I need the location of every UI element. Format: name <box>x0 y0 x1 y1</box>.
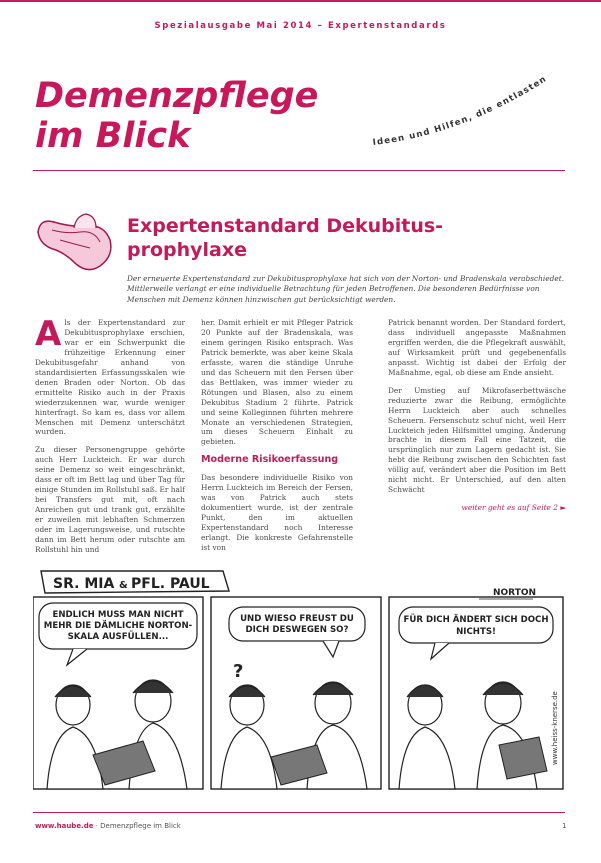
footer-text: · Demenzpflege im Blick <box>95 822 181 830</box>
masthead <box>35 76 318 156</box>
top-rule <box>0 0 601 2</box>
paragraph: Das besondere individuelle Risiko von Herrn Luckteich im Bereich der Fersen, was von Patrick auch stets dokumentiert wurde, ist der zentrale Punkt, den im aktuellen Expertenstandard noch Interesse erlangt. Die konkreste Gefahrenstelle ist von <box>201 473 353 553</box>
question-mark: ? <box>233 661 244 682</box>
bubble-3-line-1: FÜR DICH ÄNDERT SICH DOCH <box>403 615 549 625</box>
paragraph: her. Damit erhielt er mit Pfleger Patrick 20 Punkte auf der Bradenskala, was einem geringen Risiko entsprach. Was Patrick bemerkte, was aber keine Skala erfasste, waren die ständige Unruhe und das Scheuern mit den Fersen über das Bettlaken, was immer wieder zu Rötungen und Blasen, also zu einem Dekubitus Stadium 2 führte. Patrick und seine Kolleginnen führten mehrere Monate an verschiedenen Strategien, um dieses Scheuern Einhalt zu gebieten. <box>201 318 353 447</box>
tagline <box>355 60 575 160</box>
text-column-3 <box>388 318 566 513</box>
footer-url[interactable]: www.haube.de <box>35 822 94 830</box>
comic-title <box>41 571 229 593</box>
section-heading: Moderne Risikoerfassung <box>201 454 339 466</box>
page-number: 1 <box>562 822 567 830</box>
comic-title-right: PFL. PAUL <box>131 576 210 592</box>
svg-text:Ideen und Hilfen, die entlaste <box>372 74 549 148</box>
bubble-2-line-1: UND WIESO FREUST DU <box>240 614 354 624</box>
nurse-figure <box>47 685 103 789</box>
bubble-1-line-3: SKALA AUSFÜLLEN... <box>67 632 169 642</box>
masthead-line-1: Demenzpflege <box>35 76 319 116</box>
comic-title-amp: & <box>119 580 128 591</box>
article-title-line-1: Expertenstandard Dekubitus- <box>127 215 444 237</box>
nurse-figure <box>221 685 277 789</box>
heel-cushion-icon <box>30 210 120 280</box>
text-column-2 <box>201 318 353 561</box>
bubble-2-line-2: DICH DESWEGEN SO? <box>245 625 349 635</box>
drop-cap: A <box>35 314 62 354</box>
paragraph: Patrick benannt worden. Der Standard fordert, dass individuell angepasste Maßnahmen ergriffen werden, die die Pflegekraft auswählt, auf Wirksamkeit prüft und gegebenenfalls anpasst. Wichtig ist dabei der Erfolg der Maßnahme, egal, ob diese am Ende ansieht. <box>388 318 566 377</box>
issue-kicker: Spezialausgabe Mai 2014 – Expertenstandards <box>154 21 447 31</box>
speech-bubble-1 <box>39 603 197 665</box>
tagline-text: Ideen und Hilfen, die entlasten <box>372 74 549 148</box>
article-lead: Der erneuerte Expertenstandard zur Dekubitusprophylaxe hat sich von der Norton- und Bradenskala verabschiedet. Mittlerweile verlangt er eine individuelle Betrachtung für jeden Betroffenen. Die besonderen Bedürfnisse von Menschen mit Demenz können hinzwischen gut berücksichtigt werden. <box>127 274 565 304</box>
paragraph <box>35 314 185 437</box>
speech-bubble-3 <box>399 607 553 659</box>
bubble-1-line-1: ENDLICH MUSS MAN NICHT <box>52 610 184 620</box>
speech-bubble-2 <box>229 607 365 657</box>
paragraph: Zu dieser Personengruppe gehörte auch Herr Luckteich. Er war durch seine Demenz so weit eingeschränkt, dass er oft im Bett lag und über Tag für einige Stunden im Rollstuhl saß. Er half bei Transfers gut mit, oft nach Anreichen gut und trank gut, erzählte er zuweilen mit lebhaften Schmerzen oder im Lagerungsweise, und rutschte dann im Bett herum oder rutschte am Rollstuhl hin und <box>35 445 185 554</box>
bubble-3-line-2: NICHTS! <box>456 627 496 637</box>
masthead-line-2: im Blick <box>35 116 191 156</box>
comic-credit: www.heiss-knerse.de <box>551 691 559 765</box>
header-divider <box>33 170 565 171</box>
bubble-1-line-2: MEHR DIE DÄMLICHE NORTON- <box>43 621 193 631</box>
paragraph-text: ls der Expertenstandard zur Dekubitusprophylaxe erschien, war er ein Schwerpunkt die frühzeitige Erkennung einer Dekubitusgefahr anhand von standardisierten Erfassungsskalen wie denen Braden oder Norton. Ob das ermittelte Risiko auch in der Praxis wiederzukennen war, wurde weniger hinterfragt. So kam es, dass vor allem Menschen mit Demenz unterschätzt wurden. <box>35 318 185 437</box>
comic-strip <box>33 565 565 793</box>
article-title-line-2: prophylaxe <box>127 239 248 261</box>
footer <box>35 822 181 830</box>
continued-link[interactable]: weiter geht es auf Seite 2 ► <box>461 503 566 513</box>
comic-sign: NORTON <box>493 588 537 598</box>
footer-divider <box>33 812 565 813</box>
article-title <box>127 214 567 262</box>
paragraph: Der Umstieg auf Mikrofaserbettwäsche reduzierte zwar die Reibung, ermöglichte Herrn Luckteich aber auch schnelles Scheuern. Fersenschutz schuf nicht, weil Herr Luckteich jeden Hilfsmittel umging. Änderung brachte in diesem Fall eine Tatzeit, die ursprünglich nur zum Lagern gedacht ist. Sie hebt die Reibung zwischen den Schichten fast völlig auf, verändert aber die Position im Bett nicht nicht. Er Unterschied, auf den alten Schwächt <box>388 385 566 495</box>
comic-title-left: SR. MIA <box>53 576 115 592</box>
nurse-figure <box>399 685 455 789</box>
text-column-1 <box>35 314 185 563</box>
clipboard-icon <box>499 737 547 779</box>
